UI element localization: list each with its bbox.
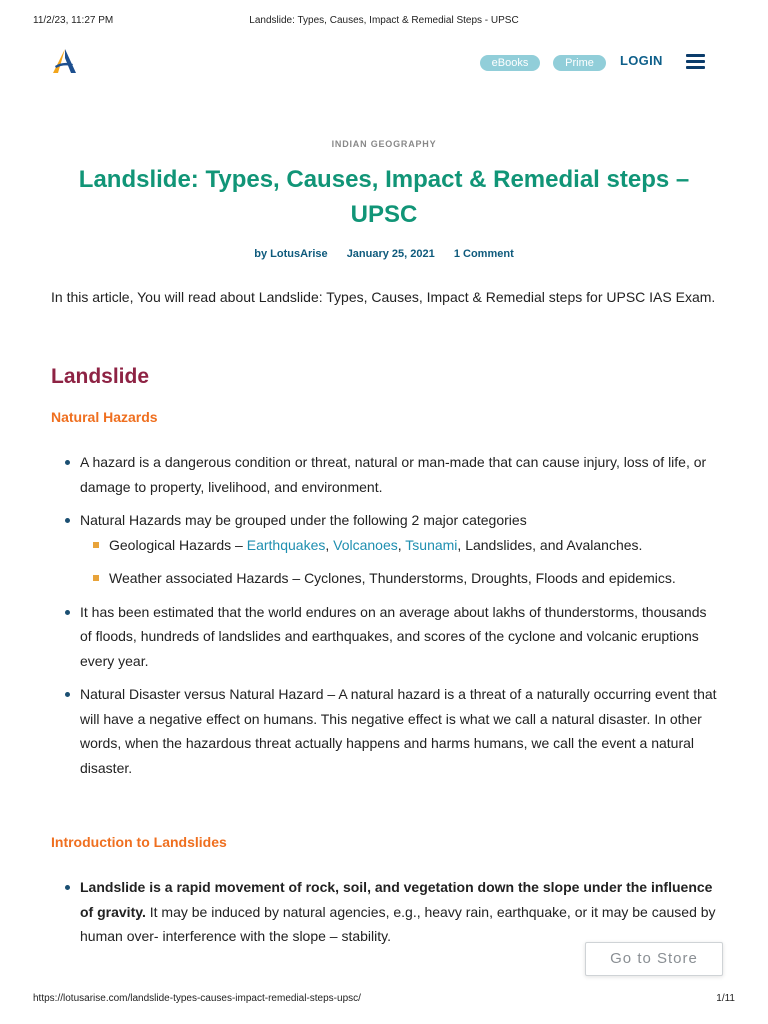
- date-link[interactable]: January 25, 2021: [346, 248, 435, 260]
- intro-paragraph: In this article, You will read about Landslide: Types, Causes, Impact & Remedial steps for UPSC IAS Exam.: [51, 289, 716, 305]
- site-logo[interactable]: [49, 46, 79, 76]
- separator: ,: [325, 536, 334, 553]
- go-to-store-button[interactable]: Go to Store: [585, 942, 723, 976]
- tsunami-link[interactable]: Tsunami: [405, 536, 458, 553]
- author-link[interactable]: by LotusArise: [254, 248, 328, 260]
- prime-button[interactable]: Prime: [553, 55, 606, 71]
- print-datetime: 11/2/23, 11:27 PM: [33, 15, 114, 26]
- print-page-number: 1/11: [716, 993, 735, 1004]
- article-title: Landslide: Types, Causes, Impact & Remedial steps – UPSC: [78, 166, 690, 228]
- sub-list: [109, 533, 720, 591]
- print-footer: [33, 993, 735, 1007]
- section-heading-landslide: Landslide: [51, 365, 150, 388]
- subheading-natural-hazards: Natural Hazards: [51, 409, 158, 425]
- print-header: [33, 15, 735, 29]
- list-item: Natural Disaster versus Natural Hazard – A natural hazard is a threat of a naturally occurring event that will have a negative effect on humans. This negative effect is what we call a natural disaster. In other words, when the hazardous threat actually happens and harms humans, we call the event a natural disaster.: [80, 682, 720, 780]
- article-category[interactable]: INDIAN GEOGRAPHY: [331, 139, 437, 149]
- article-meta: [0, 248, 768, 260]
- volcanoes-link[interactable]: Volcanoes: [333, 536, 398, 553]
- bold-definition: Landslide is a rapid movement of rock, soil, and vegetation down the slope under the influence of gravity.: [80, 879, 713, 920]
- sub-item-text: , Landslides, and Avalanches.: [457, 536, 643, 553]
- natural-hazards-list: [80, 450, 720, 789]
- list-item: [80, 508, 720, 591]
- list-item: [80, 875, 720, 949]
- hamburger-menu-icon[interactable]: [686, 54, 705, 68]
- sub-list-item: [109, 533, 720, 558]
- list-item-text: It may be induced by natural agencies, e.g., heavy rain, earthquake, or it may be caused by human over- interference with the slope – stability.: [80, 903, 716, 944]
- subheading-introduction-to-landslides: Introduction to Landslides: [51, 834, 227, 850]
- earthquakes-link[interactable]: Earthquakes: [246, 536, 326, 553]
- print-url: https://lotusarise.com/landslide-types-causes-impact-remedial-steps-upsc/: [33, 993, 361, 1004]
- list-item-text: Natural Hazards may be grouped under the following 2 major categories: [80, 512, 527, 528]
- login-link[interactable]: LOGIN: [620, 53, 663, 68]
- ebooks-button[interactable]: eBooks: [480, 55, 540, 71]
- sub-item-text: Geological Hazards –: [109, 536, 247, 553]
- lotusarise-logo-icon: [49, 46, 79, 76]
- separator: ,: [397, 536, 406, 553]
- comments-link[interactable]: 1 Comment: [453, 248, 514, 260]
- print-page-title: Landslide: Types, Causes, Impact & Remedial Steps - UPSC: [249, 15, 519, 26]
- list-item: It has been estimated that the world endures on an average about lakhs of thunderstorms, thousands of floods, hundreds of landslides and earthquakes, and scores of the cyclone and volcanic eruptions every year.: [80, 600, 720, 674]
- sub-list-item: Weather associated Hazards – Cyclones, Thunderstorms, Droughts, Floods and epidemics.: [109, 566, 720, 591]
- list-item: A hazard is a dangerous condition or threat, natural or man-made that can cause injury, loss of life, or damage to property, livelihood, and environment.: [80, 450, 720, 499]
